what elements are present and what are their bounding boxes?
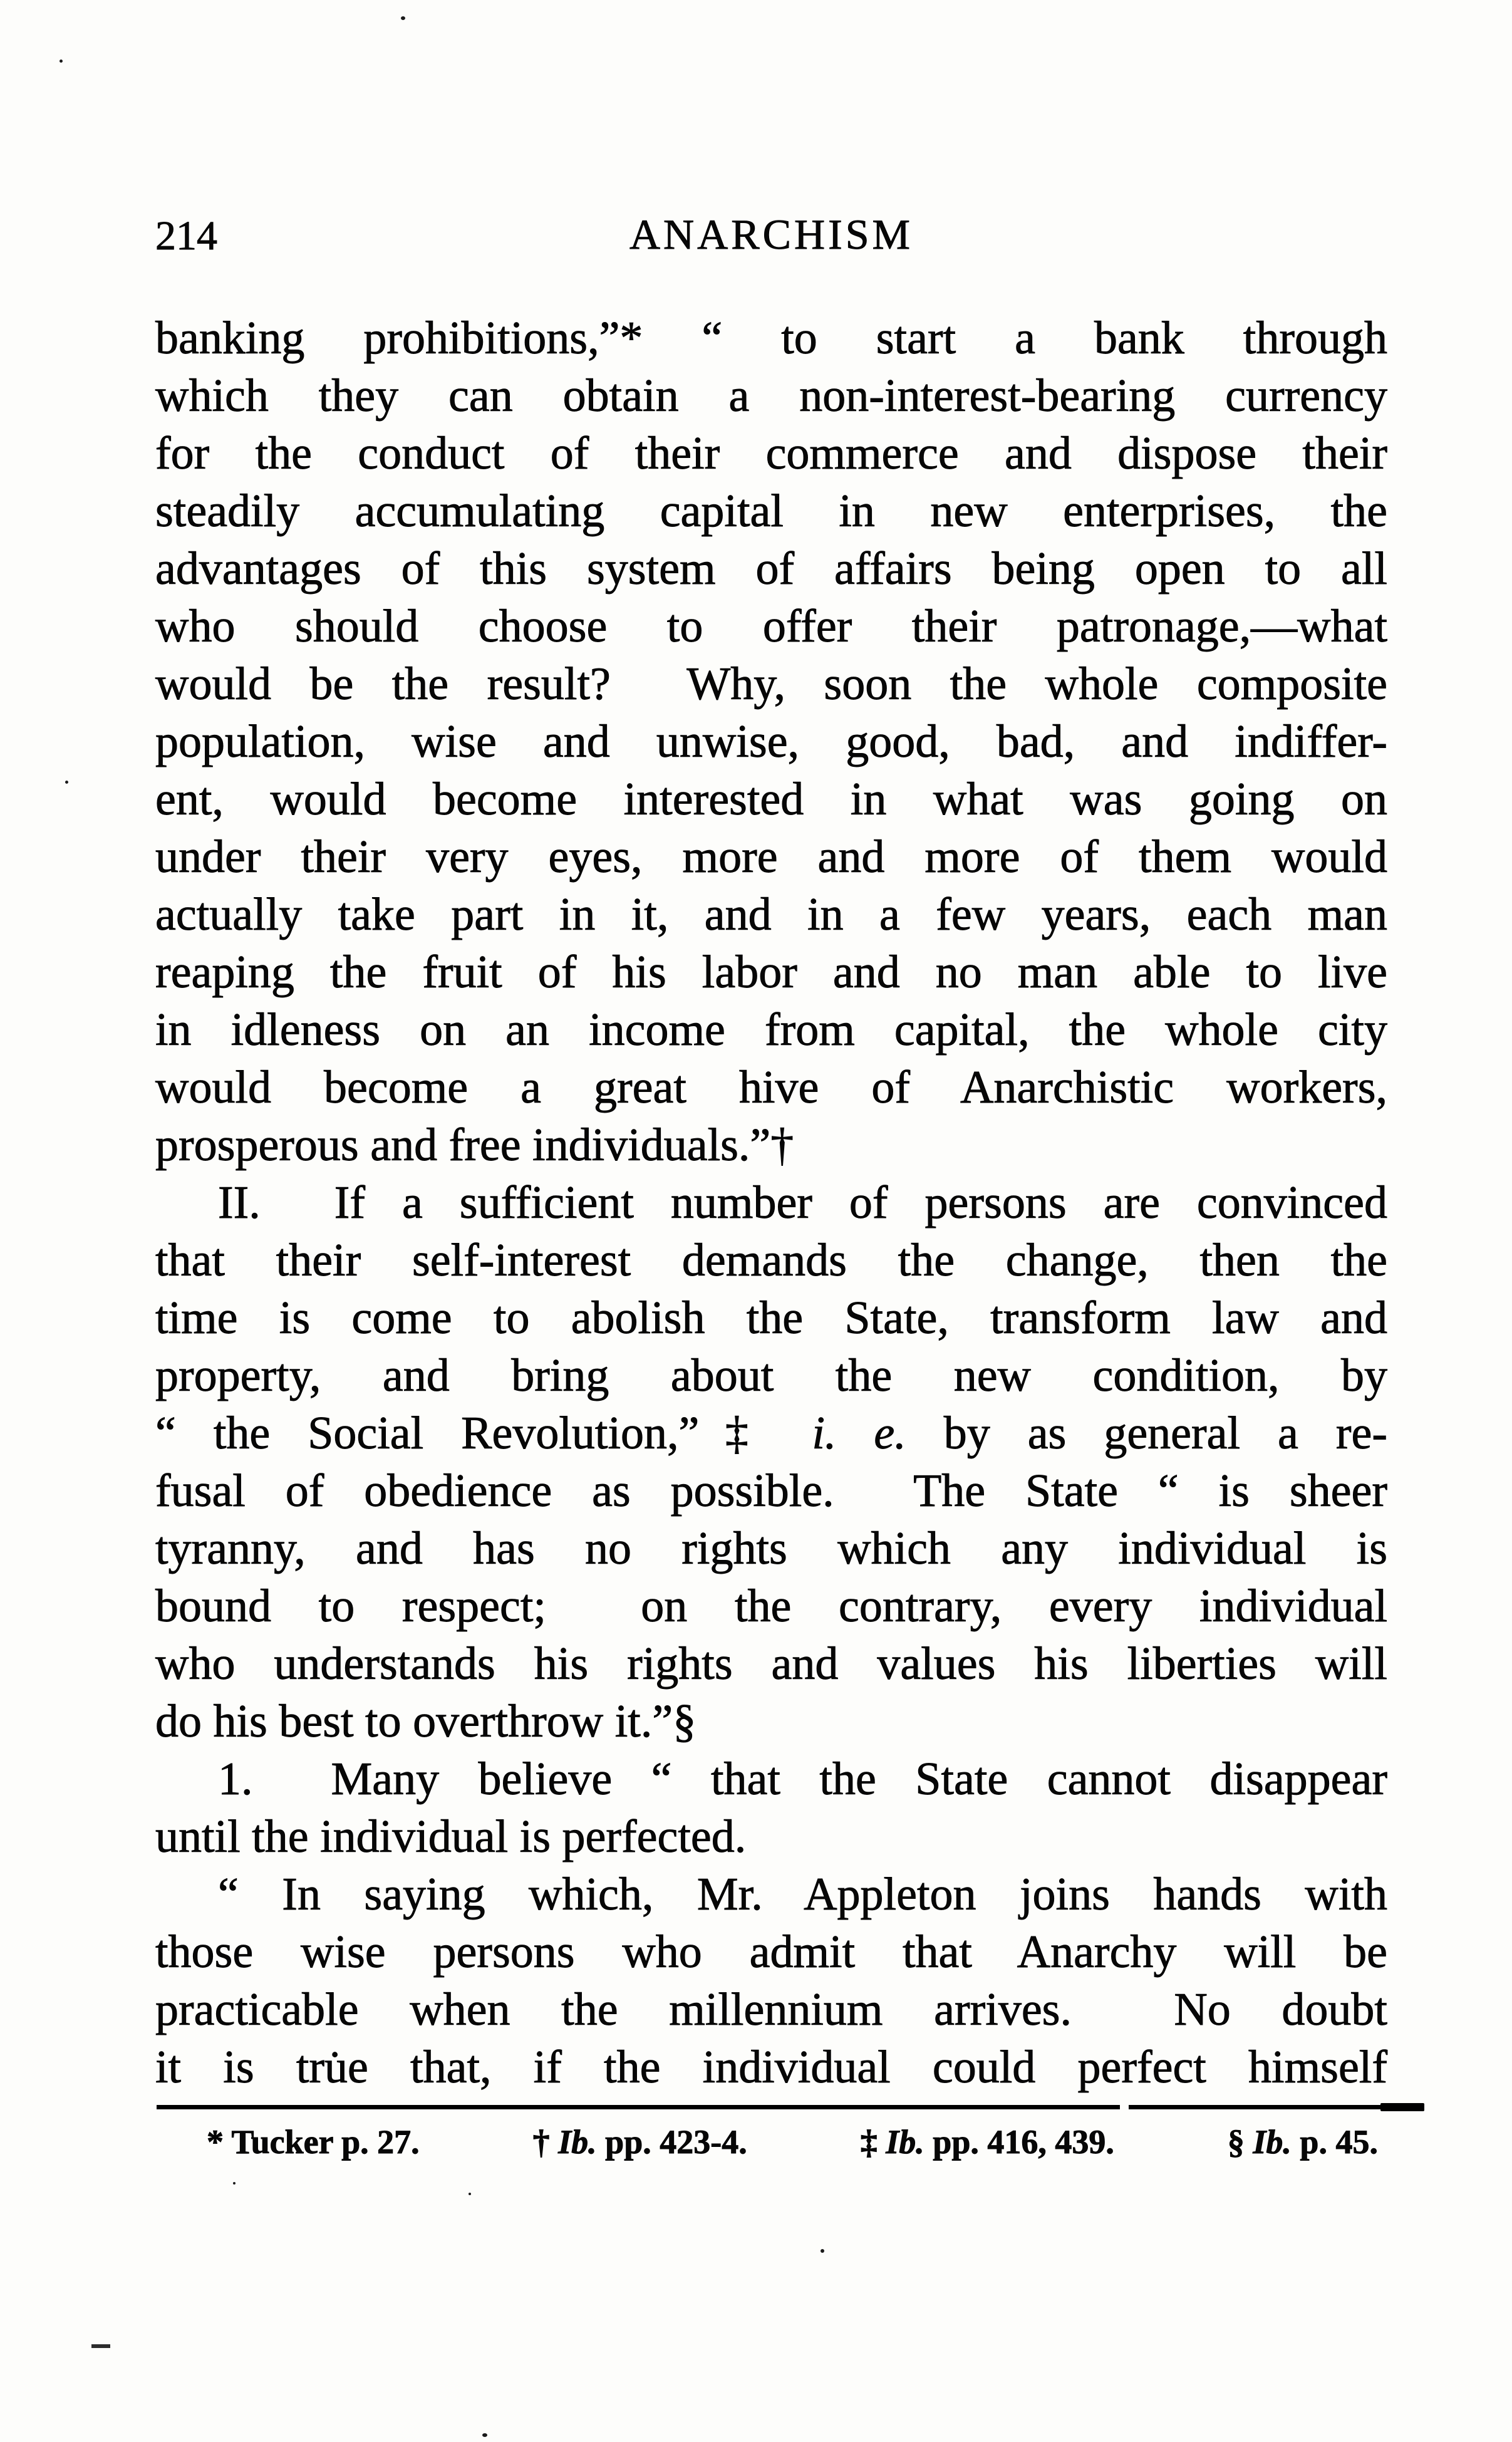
body-line: II. If a sufficient number of persons are convinced <box>218 1177 1387 1229</box>
footnote-rule <box>157 2105 1422 2109</box>
rule-wedge <box>1380 2103 1424 2111</box>
body-line: banking prohibitions,”* “ to start a bank through <box>155 313 1387 364</box>
footnote: * Tucker p. 27. <box>207 2123 420 2161</box>
body-line: that their self-interest demands the change, then the <box>155 1235 1387 1286</box>
body-line: fusal of obedience as possible. The State “ is sheer <box>155 1465 1387 1517</box>
body-line: “ In saying which, Mr. Appleton joins hands with <box>218 1869 1387 1920</box>
body-line: population, wise and unwise, good, bad, and indiffer- <box>155 716 1387 767</box>
page-number: 214 <box>155 213 217 259</box>
body-line: would become a great hive of Anarchistic workers, <box>155 1062 1387 1113</box>
body-line: it is tru̇e that, if the individual could perfect himself <box>155 2042 1387 2093</box>
body-line: reaping the fruit of his labor and no man able to live <box>155 947 1387 998</box>
scan-speck <box>233 2182 236 2185</box>
body-line: until the individual is perfected. <box>155 1811 747 1863</box>
body-line: bound to respect; on the contrary, every individual <box>155 1581 1387 1632</box>
body-line: ent, would become interested in what was going on <box>155 774 1387 825</box>
body-text <box>155 309 1387 2096</box>
body-line: which they can obtain a non-interest-bearing currency <box>155 370 1387 422</box>
scan-speck <box>821 2249 824 2253</box>
scan-speck <box>469 2193 471 2195</box>
body-line: do his best to overthrow it.”§ <box>155 1696 696 1747</box>
body-line: tyranny, and has no rights which any individual is <box>155 1523 1387 1574</box>
footnotes <box>207 2124 1378 2161</box>
page-header <box>155 210 1387 259</box>
body-line: time is come to abolish the State, transform law and <box>155 1292 1387 1344</box>
footnote: ‡ Ib. pp. 416, 439. <box>860 2123 1114 2161</box>
body-line: “ the Social Revolution,”‡ i. e. by as general a re- <box>155 1408 1387 1459</box>
body-line: actually take part in it, and in a few years, each man <box>155 889 1387 940</box>
scan-speck <box>482 2433 487 2437</box>
scan-speck <box>65 781 68 784</box>
footnote: § Ib. p. 45. <box>1227 2123 1378 2161</box>
body-line: who understands his rights and values his liberties will <box>155 1638 1387 1690</box>
body-line: who should choose to offer their patronage,—what <box>155 601 1387 652</box>
body-line: steadily accumulating capital in new enterprises, the <box>155 486 1387 537</box>
rule-scan-gap <box>1120 2105 1129 2109</box>
body-line: property, and bring about the new condition, by <box>155 1350 1387 1401</box>
body-line: practicable when the millennium arrives. No doubt <box>155 1984 1387 2035</box>
body-line: those wise persons who admit that Anarchy will be <box>155 1926 1387 1978</box>
body-line: would be the result? Why, soon the whole composite <box>155 658 1387 710</box>
footnote: † Ib. pp. 423-4. <box>532 2123 747 2161</box>
body-line: for the conduct of their commerce and dispose their <box>155 428 1387 479</box>
body-line: under their very eyes, more and more of them would <box>155 831 1387 883</box>
scan-artifact <box>91 2344 110 2348</box>
running-title: ANARCHISM <box>629 210 914 258</box>
body-line: in idleness on an income from capital, the whole city <box>155 1004 1387 1056</box>
body-line: advantages of this system of affairs being open to all <box>155 543 1387 595</box>
scan-speck <box>60 60 63 63</box>
body-line: prosperous and free individuals.”† <box>155 1120 794 1171</box>
body-line: 1. Many believe “ that the State cannot disappear <box>218 1754 1387 1805</box>
scan-speck <box>401 16 405 20</box>
